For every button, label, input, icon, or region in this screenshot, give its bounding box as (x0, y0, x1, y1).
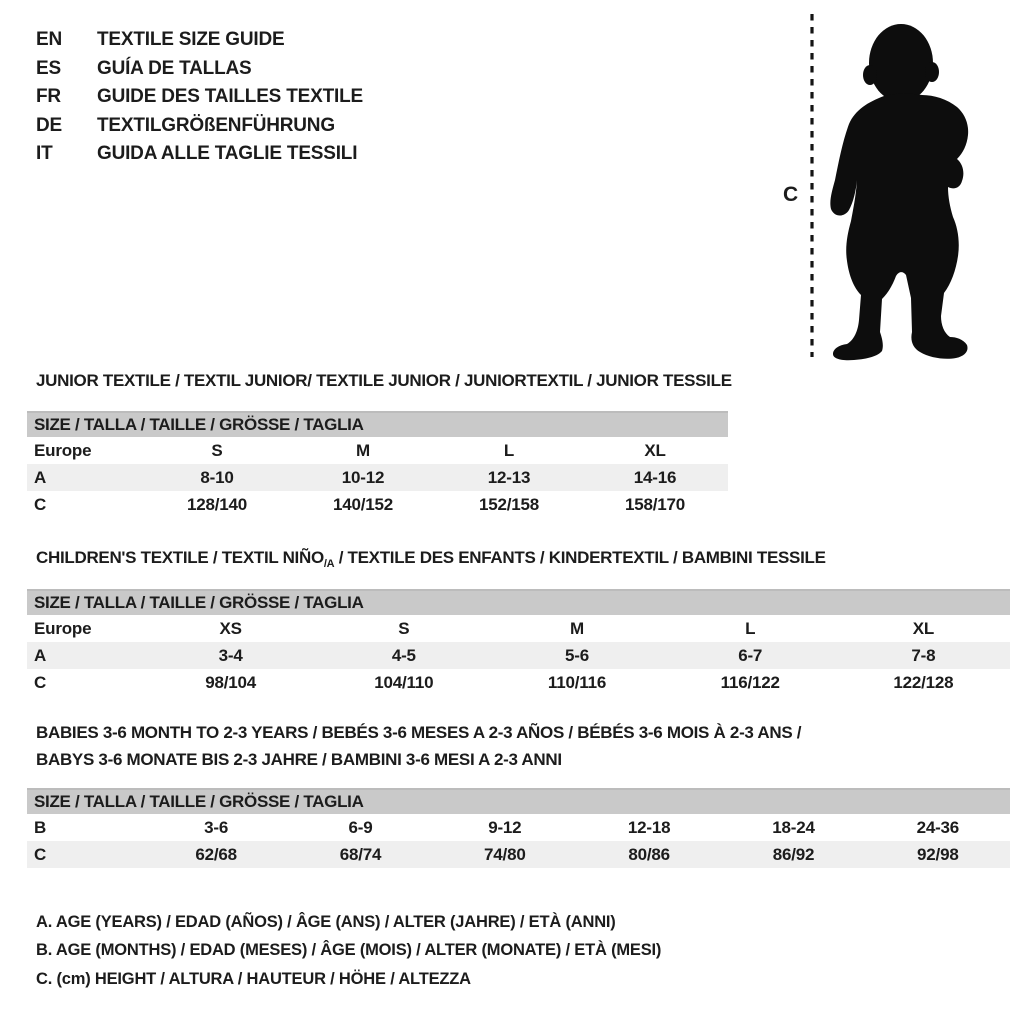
table-row (27, 491, 728, 518)
size-header-bar: SIZE / TALLA / TAILLE / GRÖSSE / TAGLIA (27, 589, 1010, 615)
table-cell: 92/98 (917, 845, 959, 864)
size-header-bar: SIZE / TALLA / TAILLE / GRÖSSE / TAGLIA (27, 411, 728, 437)
table-cell: 6-7 (738, 646, 763, 665)
babies-table-title-line2: BABYS 3-6 MONATE BIS 2-3 JAHRE / BAMBINI 3-6 MESI A 2-3 ANNI (36, 750, 562, 769)
row-label: A (34, 646, 47, 665)
table-cell: L (745, 619, 756, 638)
table-cell: 158/170 (624, 495, 686, 514)
language-row (36, 83, 363, 112)
table-cell: 98/104 (205, 673, 256, 692)
table-row (27, 642, 1010, 669)
table-cell: 12-18 (627, 818, 671, 837)
junior-size-table (27, 411, 728, 518)
table-cell: 68/74 (339, 845, 382, 864)
language-label: TEXTILE SIZE GUIDE (97, 29, 285, 50)
table-cell: M (570, 619, 584, 638)
junior-table-title: JUNIOR TEXTILE / TEXTIL JUNIOR/ TEXTILE JUNIOR / JUNIORTEXTIL / JUNIOR TESSILE (36, 371, 732, 390)
height-marker-label: C (783, 183, 799, 206)
table-cell: XL (644, 441, 666, 460)
children-title-subscript: /A (323, 558, 335, 570)
table-cell: 8-10 (200, 468, 234, 487)
table-cell: 110/116 (547, 673, 607, 692)
table-cell: 104/110 (374, 673, 434, 692)
table-cell: 80/86 (628, 845, 670, 864)
table-cell: 9-12 (488, 818, 522, 837)
table-cell: 86/92 (772, 845, 815, 864)
table-cell: 14-16 (633, 468, 677, 487)
table-cell: M (356, 441, 370, 460)
language-label: GUIDA ALLE TAGLIE TESSILI (97, 143, 358, 165)
table-row (27, 437, 728, 464)
footnote-a: A. AGE (YEARS) / EDAD (AÑOS) / ÂGE (ANS) / ALTER (JAHRE) / ETÀ (ANNI) (36, 913, 616, 931)
language-row (36, 112, 363, 141)
table-cell: 62/68 (195, 845, 237, 864)
table-cell: 140/152 (332, 495, 394, 514)
language-code: FR (36, 86, 61, 108)
table-cell: 128/140 (186, 495, 248, 514)
table-cell: 6-9 (348, 818, 373, 837)
table-row (27, 464, 728, 491)
table-cell: 10-12 (341, 468, 385, 487)
babies-size-table (27, 788, 1010, 868)
table-cell: 12-13 (487, 468, 531, 487)
language-code: ES (36, 57, 61, 79)
table-cell: 5-6 (565, 646, 589, 665)
table-row (27, 841, 1010, 868)
language-code: DE (36, 114, 62, 136)
size-header-bar: SIZE / TALLA / TAILLE / GRÖSSE / TAGLIA (27, 788, 1010, 814)
table-cell: XL (912, 619, 935, 638)
language-code: IT (36, 143, 53, 165)
children-table-title (36, 548, 826, 568)
table-cell: 116/122 (720, 673, 780, 692)
table-row (27, 669, 1010, 696)
footnote-b: B. AGE (MONTHS) / EDAD (MESES) / ÂGE (MOIS) / ALTER (MONATE) / ETÀ (MESI) (36, 941, 662, 960)
footnotes (36, 908, 661, 993)
table-cell: 24-36 (916, 818, 960, 837)
row-label: C (34, 673, 47, 692)
language-label: GUIDE DES TAILLES TEXTILE (97, 86, 363, 108)
table-row (27, 615, 1010, 642)
table-cell: 152/158 (478, 495, 540, 514)
language-label: GUÍA DE TALLAS (97, 57, 252, 79)
table-cell: XS (219, 619, 242, 638)
language-code: EN (36, 29, 62, 50)
table-cell: 4-5 (391, 646, 416, 665)
table-cell: 74/80 (484, 845, 526, 864)
table-cell: 122/128 (893, 673, 954, 692)
children-size-table (27, 589, 1010, 696)
babies-table-title-line1: BABIES 3-6 MONTH TO 2-3 YEARS / BEBÉS 3-6 MESES A 2-3 AÑOS / BÉBÉS 3-6 MOIS À 2-3 ANS / (36, 723, 802, 742)
language-label: TEXTILGRÖßENFÜHRUNG (97, 114, 335, 136)
language-row (36, 26, 363, 55)
table-cell: S (398, 619, 410, 638)
table-cell: 3-6 (204, 818, 229, 837)
footnote-c: C. (cm) HEIGHT / ALTURA / HAUTEUR / HÖHE / ALTEZZA (36, 969, 471, 988)
row-label: A (34, 468, 47, 487)
table-row (27, 814, 1010, 841)
table-cell: L (503, 441, 515, 460)
language-guide-list (36, 26, 363, 169)
table-cell: 18-24 (772, 818, 815, 837)
row-label: Europe (34, 619, 92, 638)
table-cell: 3-4 (218, 646, 243, 665)
table-cell: 7-8 (911, 646, 936, 665)
language-row (36, 55, 363, 84)
row-label: C (34, 845, 47, 864)
children-title-main: CHILDREN'S TEXTILE / TEXTIL NIÑO (36, 548, 324, 567)
language-row (36, 140, 363, 169)
row-label: C (34, 495, 47, 514)
row-label: Europe (34, 441, 92, 460)
row-label: B (34, 818, 47, 837)
children-title-rest: / TEXTILE DES ENFANTS / KINDERTEXTIL / BAMBINI TESSILE (334, 548, 826, 567)
toddler-silhouette-icon (798, 8, 980, 362)
table-cell: S (211, 441, 223, 460)
